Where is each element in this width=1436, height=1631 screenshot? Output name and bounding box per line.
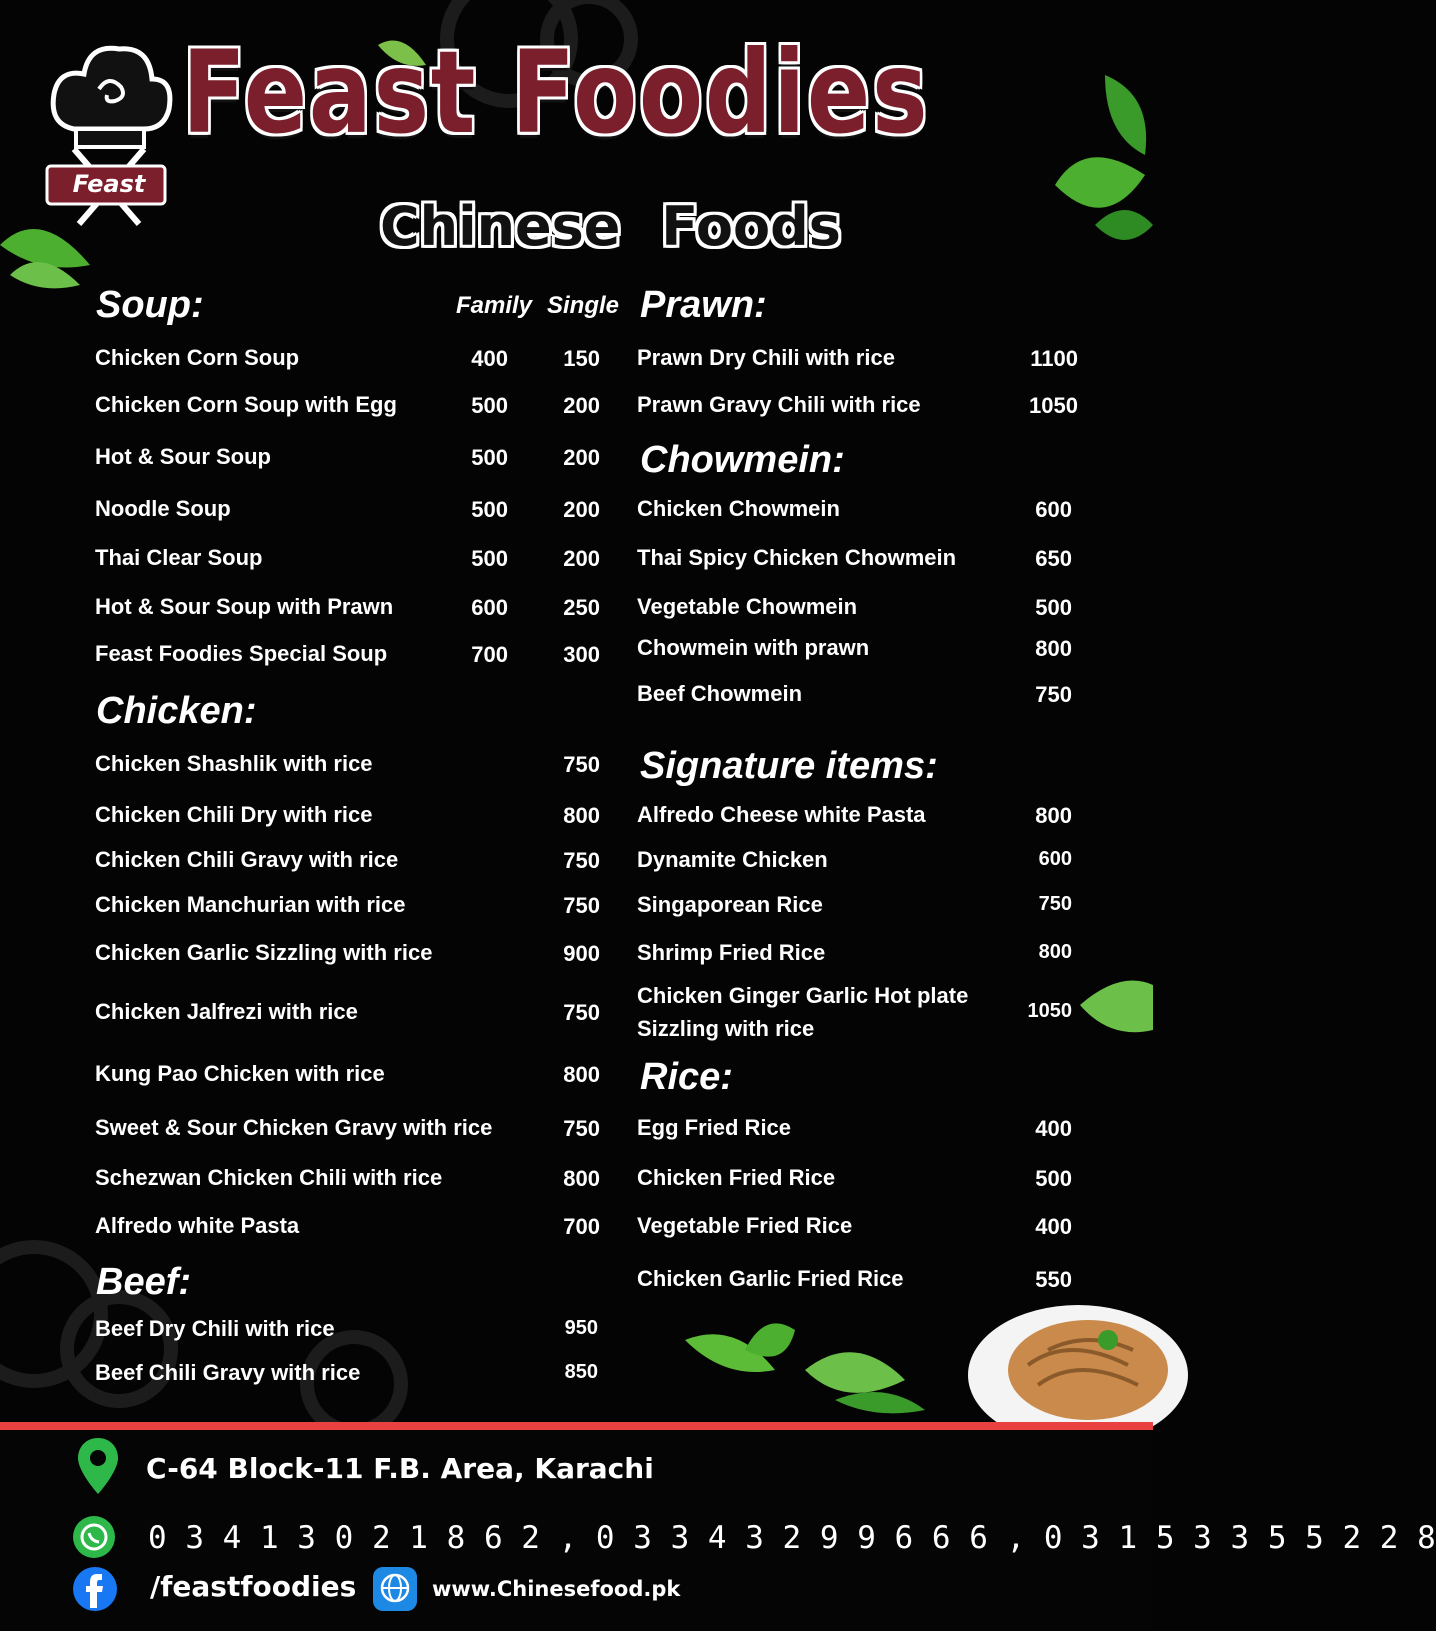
soup-item-family-price: 500 [471,546,508,571]
decorative-swirl [60,1290,178,1408]
chicken-item-name: Chicken Chili Gravy with rice [95,847,399,872]
website-link[interactable]: www.Chinesefood.pk [432,1577,681,1601]
whatsapp-icon [72,1515,116,1559]
chicken-item-name: Chicken Shashlik with rice [95,751,373,776]
footer-divider [0,1422,1153,1430]
chowmein-item-price: 650 [1035,546,1072,571]
chowmein-item-name: Beef Chowmein [637,681,803,706]
rice-item-name: Vegetable Fried Rice [637,1213,853,1238]
soup-item-name: Feast Foodies Special Soup [95,641,388,666]
chowmein-item-price: 800 [1035,636,1072,661]
soup-item-single-price: 200 [563,497,600,522]
signature-item-price: 600 [1038,848,1072,870]
soup-item-family-price: 500 [471,393,508,418]
signature-item-price: 800 [1038,941,1072,963]
facebook-icon[interactable] [72,1566,118,1612]
chicken-item-name: Chicken Manchurian with rice [95,892,406,917]
soup-item-family-price: 500 [471,497,508,522]
soup-item-name: Hot & Sour Soup [95,444,271,469]
signature-item-price: 750 [1038,893,1072,915]
soup-item-single-price: 150 [563,346,600,371]
phone-numbers[interactable]: 0 3 4 1 3 0 2 1 8 6 2 , 0 3 3 4 3 2 9 9 6 6 6 , 0 3 1 5 3 3 5 5 2 2 8 [148,1520,1436,1556]
contact-footer [0,1430,1436,1631]
signature-heading: Signature items: [640,745,938,787]
signature-item-name: Alfredo Cheese white Pasta [637,802,926,827]
soup-heading: Soup: [96,284,204,326]
facebook-handle[interactable]: /feastfoodies [150,1570,357,1603]
chicken-item-price: 800 [563,803,600,828]
mint-leaf-decoration [1080,975,1153,1035]
signature-item-price: 1050 [1027,1000,1072,1022]
prawn-item-name: Prawn Dry Chili with rice [637,345,895,370]
soup-item-name: Noodle Soup [95,496,231,521]
rice-item-price: 400 [1035,1116,1072,1141]
chowmein-item-price: 600 [1035,497,1072,522]
prawn-item-price: 1100 [1030,346,1078,371]
soup-item-single-price: 200 [563,546,600,571]
chicken-item-price: 900 [563,941,600,966]
chicken-item-price: 750 [563,848,600,873]
mint-leaf-decoration [685,1310,925,1420]
soup-item-name: Hot & Sour Soup with Prawn [95,594,394,619]
location-pin-icon [78,1438,118,1494]
mint-leaf-decoration [0,205,100,295]
rice-item-name: Chicken Garlic Fried Rice [637,1266,904,1291]
chowmein-item-name: Chicken Chowmein [637,496,840,521]
cuisine-subtitle: Chinese Foods [380,195,841,258]
single-column-header: Single [547,292,620,319]
rice-item-price: 400 [1035,1214,1072,1239]
chicken-item-price: 750 [563,1000,600,1025]
beef-item-name: Beef Chili Gravy with rice [95,1360,361,1385]
chicken-heading: Chicken: [96,690,257,732]
chowmein-item-name: Vegetable Chowmein [637,594,858,619]
soup-item-single-price: 200 [563,445,600,470]
chicken-item-name: Chicken Jalfrezi with rice [95,999,358,1024]
soup-item-family-price: 500 [471,445,508,470]
signature-item-name-line2: Sizzling with rice [637,1016,815,1041]
chicken-item-price: 750 [563,893,600,918]
beef-heading: Beef: [96,1261,192,1303]
soup-item-name: Chicken Corn Soup with Egg [95,392,397,417]
rice-item-price: 550 [1035,1267,1072,1292]
rice-heading: Rice: [640,1056,733,1098]
soup-item-name: Thai Clear Soup [95,545,263,570]
rice-item-price: 500 [1035,1166,1072,1191]
chicken-item-name: Chicken Chili Dry with rice [95,802,373,827]
soup-item-family-price: 400 [471,346,508,371]
soup-item-family-price: 600 [471,595,508,620]
soup-item-single-price: 200 [563,393,600,418]
chicken-item-name: Sweet & Sour Chicken Gravy with rice [95,1115,493,1140]
chicken-item-price: 800 [563,1062,600,1087]
chicken-item-price: 750 [563,1116,600,1141]
chicken-item-name: Schezwan Chicken Chili with rice [95,1165,443,1190]
logo-text: Feast [72,170,146,198]
signature-item-price: 800 [1035,803,1072,828]
prawn-heading: Prawn: [640,284,767,326]
globe-icon [372,1566,418,1612]
soup-item-single-price: 250 [563,595,600,620]
chicken-item-price: 700 [563,1214,600,1239]
address-text: C-64 Block-11 F.B. Area, Karachi [146,1452,654,1485]
soup-item-single-price: 300 [563,642,600,667]
chicken-item-name: Alfredo white Pasta [95,1213,300,1238]
chicken-item-name: Chicken Garlic Sizzling with rice [95,940,433,965]
noodle-plate-image [968,1295,1153,1422]
signature-item-name: Chicken Ginger Garlic Hot plate [637,983,969,1008]
chowmein-item-price: 500 [1035,595,1072,620]
signature-item-name: Shrimp Fried Rice [637,940,826,965]
beef-item-price: 850 [564,1361,598,1383]
signature-item-name: Singaporean Rice [637,892,823,917]
prawn-item-name: Prawn Gravy Chili with rice [637,392,921,417]
signature-item-name: Dynamite Chicken [637,847,828,872]
chowmein-item-name: Chowmein with prawn [637,635,870,660]
chicken-item-price: 750 [563,752,600,777]
beef-item-price: 950 [564,1317,598,1339]
soup-item-family-price: 700 [471,642,508,667]
rice-item-name: Chicken Fried Rice [637,1165,836,1190]
chowmein-heading: Chowmein: [640,439,845,481]
restaurant-title: Feast Foodies [182,26,930,159]
chowmein-item-name: Thai Spicy Chicken Chowmein [637,545,957,570]
chicken-item-name: Kung Pao Chicken with rice [95,1061,385,1086]
prawn-item-price: 1050 [1029,393,1078,418]
chicken-item-price: 800 [563,1166,600,1191]
mint-leaf-decoration [1045,75,1153,255]
rice-item-name: Egg Fried Rice [637,1115,792,1140]
chowmein-item-price: 750 [1035,682,1072,707]
soup-item-name: Chicken Corn Soup [95,345,300,370]
family-column-header: Family [456,292,533,319]
beef-item-name: Beef Dry Chili with rice [95,1316,335,1341]
